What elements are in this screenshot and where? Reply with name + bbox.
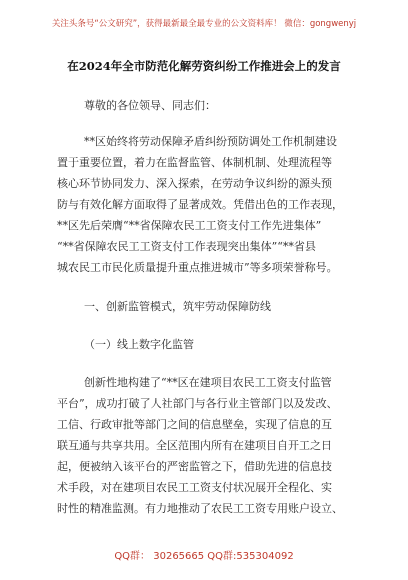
paragraph-line: 术手段，对在建项目农民工工资支付状况展开全程化、实: [57, 481, 332, 494]
paragraph-line: 联互通与共享共用。全区范围内所有在建项目自开工之日: [57, 439, 332, 452]
paragraph-line: 核心环节协同发力、深入探索，在劳动争议纠纷的源头预: [57, 177, 332, 190]
section-heading: 一、创新监管模式，筑牢劳动保障防线: [84, 300, 271, 313]
greeting-line: 尊敬的各位领导、同志们：: [84, 99, 216, 112]
header-promo-note: 关注头条号“公文研究”，获得最新最全最专业的公文资料库！ 微信：gongwenyj: [51, 19, 357, 29]
paragraph-line: 平台”，成功打破了人社部门与各行业主管部门以及发改、: [57, 397, 338, 410]
paragraph-line: **区先后荣膺“**省保障农民工工资支付工作先进集体”: [57, 219, 322, 232]
paragraph-line: 时性的精准监测。有力地推动了农民工工资专用账户设立、: [57, 502, 343, 515]
paragraph-line: **区始终将劳动保障矛盾纠纷预防调处工作机制建设: [84, 135, 337, 148]
paragraph-line: 置于重要位置，着力在监督监管、体制机制、处理流程等: [57, 156, 332, 169]
footer-qq-groups: QQ群： 30265665 QQ群:535304092: [114, 551, 294, 562]
paragraph-line: 工信、行政审批等部门之间的信息壁垒，实现了信息的互: [57, 418, 332, 431]
paragraph-line: “**省保障农民工工资支付工作表现突出集体”“**省县: [57, 240, 316, 253]
document-title: 在2024年全市防范化解劳资纠纷工作推进会上的发言: [67, 59, 341, 73]
paragraph-line: 城农民工市民化质量提升重点推进城市”等多项荣誉称号。: [57, 261, 338, 274]
paragraph-line: 创新性地构建了“**区在建项目农民工工资支付监管: [84, 376, 332, 389]
paragraph-line: 起，便被纳入该平台的严密监管之下，借助先进的信息技: [57, 460, 332, 473]
subsection-heading: （一）线上数字化监管: [84, 338, 194, 351]
paragraph-line: 防与有效化解方面取得了显著成效。凭借出色的工作表现，: [57, 198, 343, 211]
